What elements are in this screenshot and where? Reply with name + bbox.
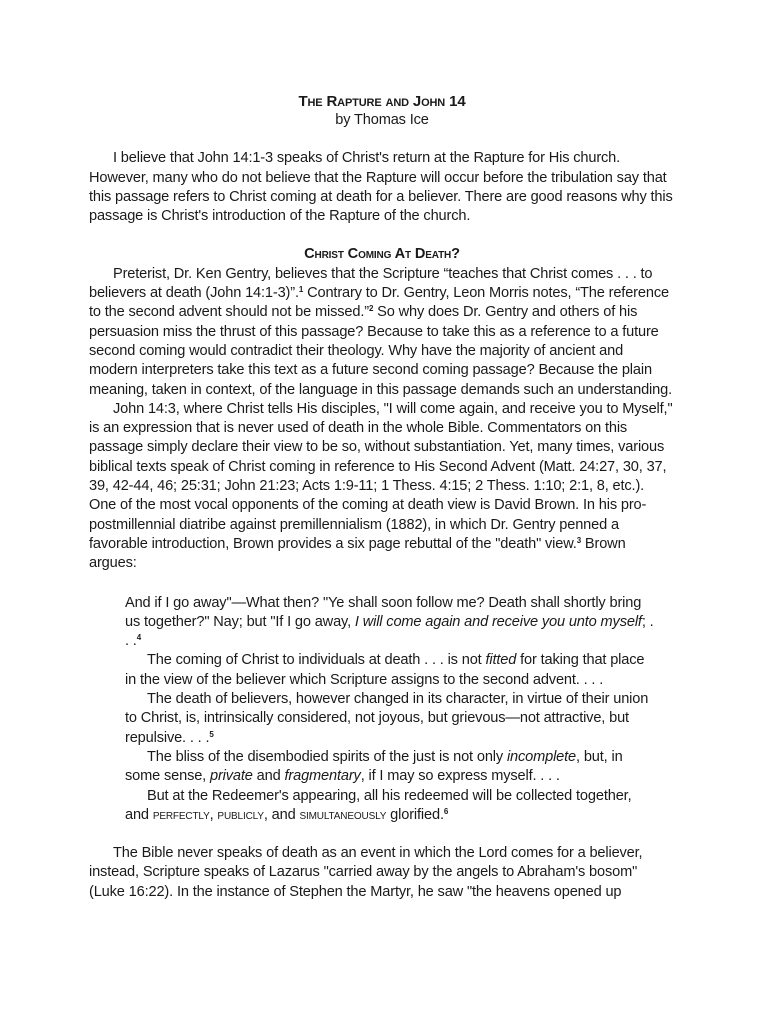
text: Brown argues:	[89, 535, 626, 572]
text: The bliss of the disembodied spirits of the just is not only	[147, 748, 507, 765]
emphasis: I will come again and receive you unto myself	[354, 613, 642, 630]
footnote-ref-3: 3	[576, 535, 582, 545]
author-byline: by Thomas Ice	[335, 112, 429, 128]
block-quote	[125, 594, 657, 826]
quote-paragraph	[125, 690, 657, 748]
text: ; . . .	[125, 613, 654, 650]
text: and	[252, 768, 285, 785]
quote-paragraph	[125, 651, 657, 690]
paragraph-john-14-3	[89, 400, 675, 574]
footnote-ref-1: 1	[298, 285, 304, 295]
footnote-ref-5: 5	[209, 729, 214, 739]
text: John 14:3, where Christ tells His disciples, "I will come again, and receive you to Myself," is an expression that is never used of death in the whole Bible. Commentators on this passage simply declare their view to be so, without substantiation. Yet, many times, various biblical texts speak of Christ coming in reference to His Second Advent (Matt. 24:27, 30, 37, 39, 42-44, 46; 25:31; John 21:23; Acts 1:9-11; 1 Thess. 4:15; 2 Thess. 1:10; 2:1, 8, etc.). One of the most vocal opponents of the coming at death view is David Brown. In his pro-postmillennial diatribe against premillennialism (1882), in which Dr. Gentry penned a favorable introduction, Brown provides a six page rebuttal of the "death" view.	[89, 400, 673, 552]
text: And if I go away"—What then? "Ye shall soon follow me? Death shall shortly bring us together?" Nay; but "If I go away,	[125, 594, 642, 630]
quote-paragraph	[125, 787, 657, 826]
emphasis: fitted	[485, 652, 517, 669]
emphasis: fragmentary	[284, 768, 361, 785]
text: But at the Redeemer's appearing, all his redeemed will be collected together, and	[125, 787, 632, 823]
text: The death of believers, however changed in its character, in virtue of their union to Christ, is, intrinsically considered, not joyous, but grievous—not attractive, but repulsive. . . .	[125, 691, 649, 746]
text: glorified.	[386, 806, 444, 823]
text: and	[267, 806, 300, 823]
text: Contrary to Dr. Gentry, Leon Morris notes, “The reference to the second advent should not be missed.”	[89, 285, 669, 321]
document-title: The Rapture and John 14	[298, 93, 466, 110]
text: for taking that place in the view of the believer which Scripture assigns to the second advent. . . .	[125, 652, 645, 688]
paragraph-lazarus: The Bible never speaks of death as an event in which the Lord comes for a believer, instead, Scripture speaks of Lazarus "carried away by the angels to Abraham's bosom" (Luke 16:22). In the instance of Stephen the Martyr, he saw "the heavens opened up	[89, 845, 643, 900]
spacer	[89, 825, 675, 844]
paragraph-gentry	[89, 265, 675, 400]
section-heading: Christ Coming At Death?	[304, 246, 460, 263]
small-caps-text: simultaneously	[299, 806, 387, 823]
intro-paragraph: I believe that John 14:1-3 speaks of Christ's return at the Rapture for His church. However, many who do not believe that the Rapture will occur before the tribulation say that this passage refers to Christ coming at death for a believer. There are good reasons why this passage is Christ's introduction of the Rapture of the church.	[89, 150, 673, 225]
text: , if I may so express myself. . . .	[360, 768, 560, 785]
text: Preterist, Dr. Ken Gentry, believes that the Scripture “teaches that Christ comes . . . to believers at death (John 14:1-3)”.	[89, 265, 653, 302]
footnote-ref-4: 4	[136, 633, 142, 643]
document-page	[89, 92, 675, 902]
emphasis: incomplete	[506, 748, 577, 765]
text: , but, in some sense,	[125, 748, 623, 785]
emphasis: private	[210, 768, 253, 785]
footnote-ref-2: 2	[368, 304, 374, 314]
text: So why does Dr. Gentry and others of his persuasion miss the thrust of this passage? Because to take this as a reference to a future second coming would contradict their theology. Why have the majority of ancient and modern interpreters take this text as a future second coming passage? Because the plain meaning, taken in context, of the language in this passage demands such an understanding.	[89, 304, 672, 398]
footnote-ref-6: 6	[443, 806, 449, 816]
small-caps-text: perfectly, publicly,	[152, 806, 268, 823]
quote-paragraph	[125, 594, 657, 652]
text: The coming of Christ to individuals at death . . . is not	[147, 652, 486, 669]
quote-paragraph	[125, 748, 657, 787]
